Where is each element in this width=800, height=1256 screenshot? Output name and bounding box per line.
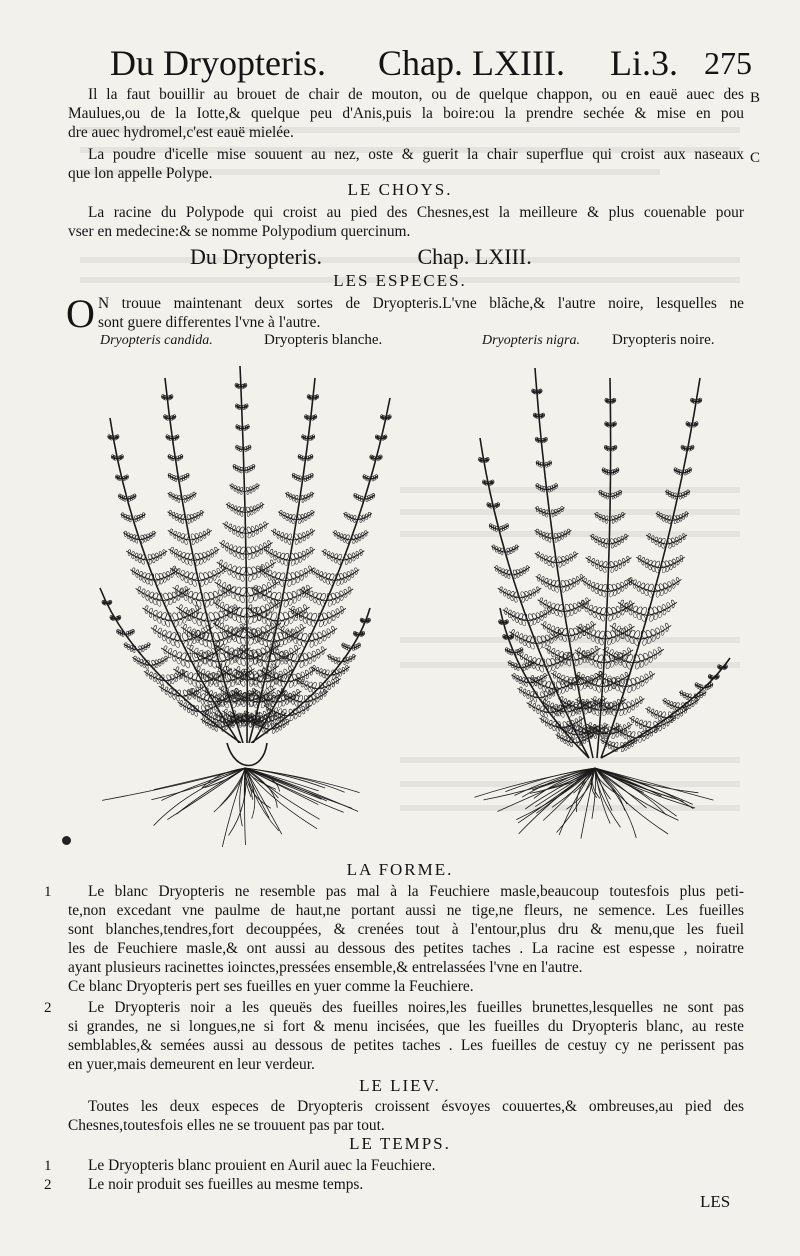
chapter-subtitle (190, 244, 532, 270)
caption-left-latin-text: Dryopteris candida. (100, 333, 213, 348)
forme-line: Le blanc Dryopteris ne resemble pas mal à la Feuchiere masle,beaucoup toutesfois plus peti- (88, 883, 744, 900)
choys-line: vser en medecine:& se nomme Polypodium quercinum. (68, 223, 411, 240)
forme-line: ayant plusieurs racinettes ioinctes,pressées ensemble,& entrelassées l'vne en l'autre. (68, 959, 583, 976)
section-heading-especes: LES ESPECES. (333, 271, 467, 290)
temps-line: Le Dryopteris blanc prouient en Auril auec la Feuchiere. (88, 1157, 436, 1174)
fern-frond (600, 658, 730, 758)
fern-roots (102, 768, 359, 847)
margin-letter-b: B (750, 90, 761, 106)
margin-number-2: 2 (44, 1177, 52, 1193)
choys-line: La racine du Polypode qui croist au pied des Chesnes,est la meilleure & plus couenable pour (88, 204, 744, 221)
fern-rhizome (227, 743, 267, 766)
intro-line: dre auec hydromel,c'est eauë mielée. (68, 124, 294, 141)
fern-frond (531, 368, 608, 758)
intro-line: Il la faut bouillir au brouet de chair de mouton, ou de quelque chappon, ou en eauë auec des (88, 86, 744, 103)
section-heading-forme: LA FORME. (346, 860, 454, 879)
forme-line: semblables,& semées aussi au dessous de petites taches . Les fueilles de cestuy cy ne perissent pas (68, 1037, 744, 1054)
forme-line: te,non excedant vne paulme de haut,ne portant aussi ne tige,ne fleurs, ne semence. Les fueilles (68, 902, 744, 919)
printer-ornament-dot (62, 836, 71, 845)
caption-left-latin (100, 332, 213, 349)
fern-roots (475, 768, 714, 839)
drop-capital: O (66, 291, 95, 336)
temps-line: Le noir produit ses fueilles au mesme temps. (88, 1176, 364, 1193)
header-title: Du Dryopteris. (110, 43, 326, 83)
lieu-line: Toutes les deux especes de Dryopteris croissent ésvoyes couuertes,& ombreuses,au pied des (88, 1098, 744, 1115)
lieu-line: Chesnes,toutesfois elles ne se trouuent pas par tout. (68, 1117, 385, 1134)
forme-line: Ce blanc Dryopteris pert ses fueilles en yuer comme la Feuchiere. (68, 978, 474, 995)
header-chapter: Chap. LXIII. (378, 43, 565, 83)
forme-line: en yuer,mais demeurent en leur verdeur. (68, 1056, 315, 1073)
fern-frond (231, 378, 319, 743)
header-book: Li.3. (610, 43, 678, 83)
section-heading-choys: LE CHOYS. (347, 180, 453, 199)
caption-right-latin (482, 332, 580, 349)
margin-number-1: 1 (44, 884, 52, 900)
fern-frond (587, 378, 703, 758)
caption-right-latin-text: Dryopteris nigra. (482, 333, 580, 348)
chapter-subtitle-number: Chap. LXIII. (417, 244, 532, 269)
section-heading-temps: LE TEMPS. (349, 1134, 451, 1153)
especes-line: sont guere differentes l'vne à l'autre. (98, 314, 321, 331)
catchword: LES (700, 1192, 731, 1211)
page-number: 275 (704, 45, 752, 81)
caption-right-french: Dryopteris noire. (612, 332, 715, 348)
fern-frond (161, 378, 260, 743)
fern-frond (243, 398, 391, 743)
margin-letter-c: C (750, 150, 761, 166)
forme-line: sont blanches,tendres,fort decouppées, & crenées tout à l'entour,plus dru & menu,que les fueil (68, 921, 744, 938)
caption-left-french: Dryopteris blanche. (264, 332, 383, 348)
intro-line: La poudre d'icelle mise souuent au nez, oste & guerit la chair superflue qui croist aux naseaux (88, 146, 744, 163)
margin-number-1: 1 (44, 1158, 52, 1174)
running-header (110, 38, 750, 88)
especes-line: N trouue maintenant deux sortes de Dryopteris.L'vne blãche,& l'autre noire, lesquelles ne (98, 295, 744, 312)
intro-line: que lon appelle Polype. (68, 165, 213, 182)
fern-illustration-white (70, 358, 430, 858)
section-heading-lieu: LE LIEV. (359, 1076, 441, 1095)
chapter-subtitle-title: Du Dryopteris. (190, 244, 322, 269)
margin-number-2: 2 (44, 1000, 52, 1016)
forme-line: les de Feuchiere masle,& ont aussi au dessous des petites taches . La racine est espesse , noiratre (68, 940, 744, 957)
intro-line: Maulues,ou de la Iotte,& quelque peu d'Anis,puis la boire:ou la prendre sechée & mise en pou (68, 105, 744, 122)
forme-line: si grandes, ne si longues,ne si fort & menu incisées, que les fueilles du Dryopteris blanc, au reste (68, 1018, 744, 1035)
fern-illustration-black (440, 358, 760, 858)
fern-frond (213, 366, 281, 743)
forme-line: Le Dryopteris noir a les queuës des fueilles noires,les fueilles brunettes,lesquelles ne sont pas (88, 999, 744, 1016)
